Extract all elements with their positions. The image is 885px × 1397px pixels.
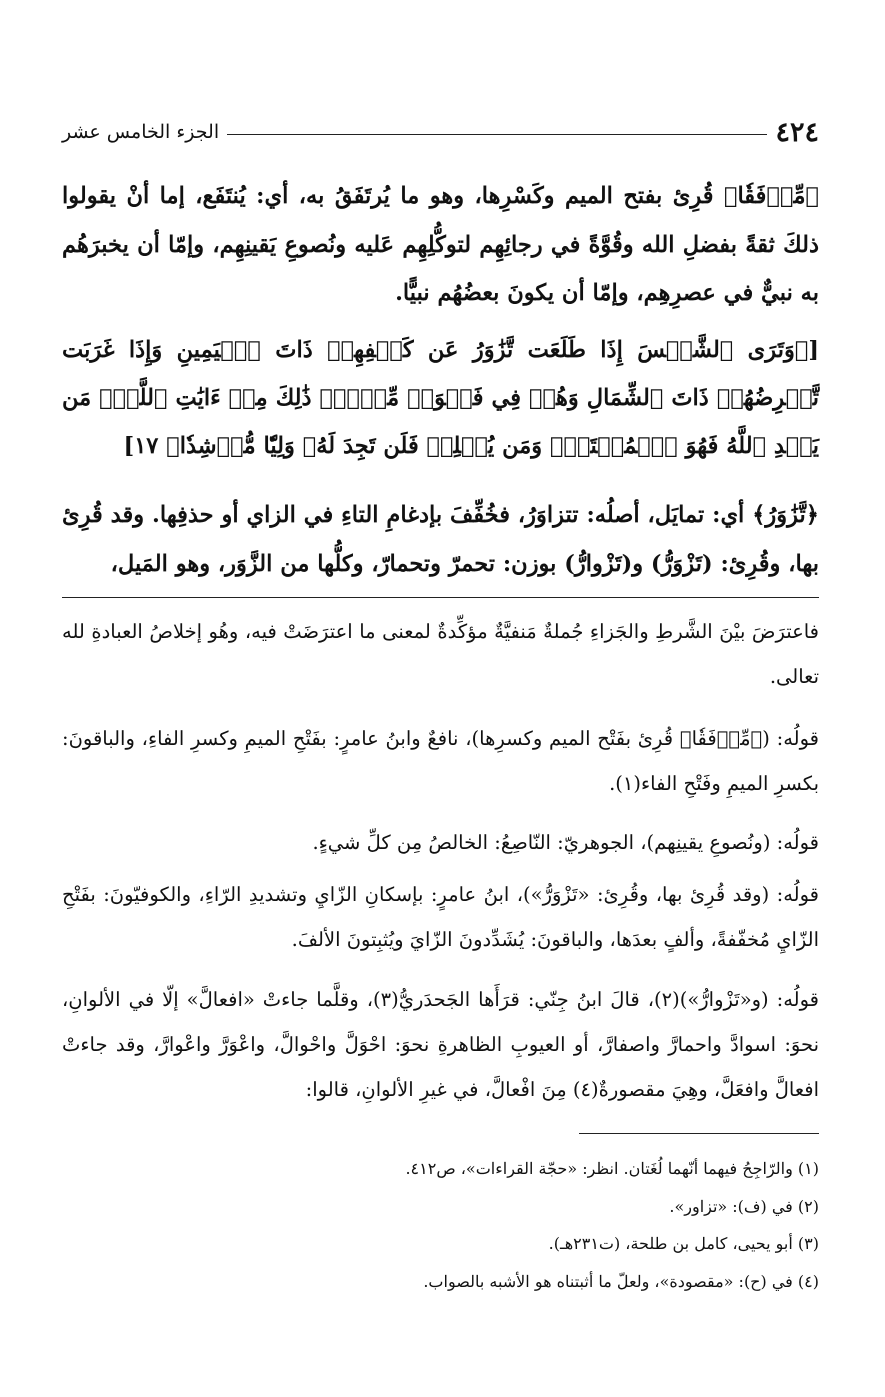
- footnote-3: (٣) أبو يحيى، كامل بن طلحة، (ت٢٣١هـ).: [548, 1234, 819, 1253]
- commentary-paragraph-1: فاعترَضَ بيْنَ الشَّرطِ والجَزاءِ جُملةٌ مَنفيَّةٌ مؤكِّدةٌ لمعنى ما اعترَضَتْ فيه، وهُو إخلاصُ العبادةِ لله تعالى.: [62, 620, 819, 688]
- main-paragraph-1: ﴿مِّرۡفَقٗا﴾ قُرِئ بفتح الميم وكَسْرِها، وهو ما يُرتَفَقُ به، أي: يُنتَفَع، إما أنْ يقولوا ذلكَ ثقةً بفضلِ الله وقُوَّةً في رجائِهِم لتوكُّلِهِم عَليه ونُصوعِ يَقينِهِم، وإمّا أن يخبرَهُم به نبيٌّ في عصرِهِم، وإمّا أن يكونَ بعضُهُم نبيًّا.: [62, 183, 819, 306]
- page-header: [62, 112, 819, 152]
- section-divider: [62, 597, 819, 598]
- footnote-2: (٢) في (ف): «تزاور».: [669, 1197, 819, 1216]
- footnote-4: (٤) في (ح): «مقصودة»، ولعلّ ما أثبتناه هو الأشبه بالصواب.: [423, 1272, 819, 1291]
- header-rule: [227, 134, 767, 135]
- footnote-1: (١) والرّاجِحُ فيهما أنّهما لُغَتان. انظر: «حجّة القراءات»، ص٤١٢.: [405, 1159, 819, 1178]
- quran-verse: [﴿وَتَرَى ٱلشَّمۡسَ إِذَا طَلَعَت تَّزَٰوَرُ عَن كَهۡفِهِمۡ ذَاتَ ٱلۡيَمِينِ وَإِذَا غَرَبَت تَّقۡرِضُهُمۡ ذَاتَ ٱلشِّمَالِ وَهُمۡ فِي فَجۡوَةٖ مِّنۡهُۚ ذَٰلِكَ مِنۡ ءَايَٰتِ ٱللَّهِۗ مَن يَهۡدِ ٱللَّهُ فَهُوَ ٱلۡمُهۡتَدِۖ وَمَن يُضۡلِلۡ فَلَن تَجِدَ لَهُۥ وَلِيّٗا مُّرۡشِدٗا﴾ ١٧]: [62, 337, 819, 459]
- book-page: [62, 0, 819, 1397]
- running-title: الجزء الخامس عشر: [62, 121, 220, 143]
- commentary-paragraph-3: قولُه: (ونُصوعِ يقينِهم)، الجوهريّ: النّاصِعُ: الخالصُ مِن كلِّ شيءٍ.: [312, 831, 819, 854]
- page-number: ٤٢٤: [775, 116, 819, 148]
- main-paragraph-2: ﴿تَّزَٰوَرُ﴾ أي: تمايَل، أصلُه: تتزاوَرُ، فخُفِّفَ بإدغامِ التاءِ في الزاي أو حذفِها. وقد قُرِئ بها، وقُرِئ: (تَزْوَرُّ) و(تَزْوارُّ) بوزن: تحمرّ وتحمارّ، وكلُّها من الزَّوَر، وهو المَيل،: [62, 502, 819, 577]
- commentary-paragraph-2: قولُه: (﴿مِّرۡفَقٗا﴾ قُرِئ بفَتْح الميم وكسرِها)، نافعٌ وابنُ عامرٍ: بفَتْحِ الميمِ وكسرِ الفاءِ، والباقونَ: بكسرِ الميمِ وفَتْحِ الفاء(١).: [62, 727, 819, 795]
- commentary-paragraph-4: قولُه: (وقد قُرِئ بها، وقُرِئ: «تَزْوَرُّ»)، ابنُ عامرٍ: بإسكانِ الزّايِ وتشديدِ الرّاءِ، والكوفيّونَ: بفَتْحِ الزّايِ مُخفّفةً، وألفٍ بعدَها، والباقونَ: يُشَدِّدونَ الزّايَ ويُثبِتونَ الألفَ.: [62, 883, 819, 951]
- footnote-divider: [579, 1133, 819, 1134]
- commentary-paragraph-5: قولُه: (و«تَزْوارُّ»)(٢)، قالَ ابنُ جِنّي: قرَأَها الجَحدَريُّ(٣)، وقلَّما جاءتْ «افعالَّ» إلّا في الألوانِ، نحوَ: اسوادَّ واحمارَّ واصفارَّ، أو العيوبِ الظاهرةِ نحوَ: احْوَلَّ واحْوالَّ، واعْوَرَّ واعْوارَّ، وقد جاءتْ افعالَّ وافعَلَّ، وهِيَ مقصورةٌ(٤) مِنَ افْعالَّ، في غيرِ الألوانِ، قالوا:: [62, 988, 820, 1101]
